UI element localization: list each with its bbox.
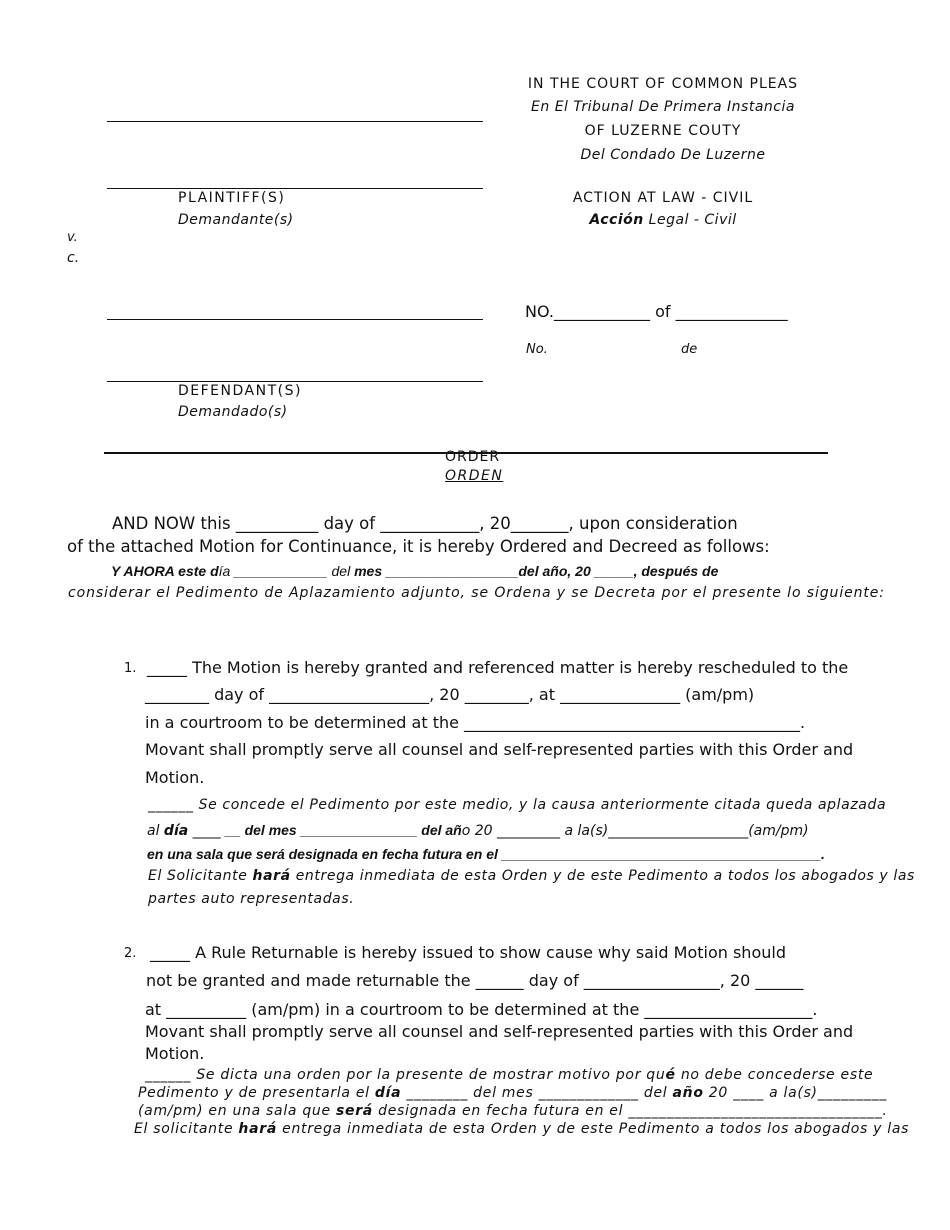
item-1-es-line-2: [147, 822, 809, 839]
item-2-es1-c: no debe concederse este: [675, 1067, 874, 1083]
action-es-bold: Acción: [589, 212, 644, 228]
order-title: ORDER: [445, 449, 501, 465]
plaintiff-label: PLAINTIFF(S): [178, 190, 286, 206]
versus-label: v.: [67, 230, 78, 245]
intro-es-b: ía: [218, 563, 231, 579]
item-2-line-2: not be granted and made returnable the ______ day of _________________, 20 ______: [146, 971, 804, 990]
action-type: ACTION AT LAW - CIVIL: [572, 190, 754, 206]
court-name: IN THE COURT OF COMMON PLEAS: [527, 76, 799, 92]
item-2-es-line-1: [145, 1067, 873, 1083]
item-2-es2-e: 20 ____ a la(s)_________: [703, 1085, 888, 1101]
item-2-line-5: Motion.: [145, 1044, 205, 1063]
versus-label-es: c.: [67, 250, 80, 266]
plaintiff-label-es: Demandante(s): [178, 212, 294, 228]
item-1-line-5: Motion.: [145, 768, 205, 787]
intro-es-a: Y AHORA este d: [111, 563, 219, 579]
item-1-es-line-3: en una sala que será designada en fecha futura en el _________________________________________.: [147, 846, 825, 862]
case-number: NO.____________ of ______________: [525, 302, 788, 321]
item-2-line-1: _____ A Rule Returnable is hereby issued to show cause why said Motion should: [150, 943, 786, 962]
item-1-es2-d: __ del mes _______________ del añ: [225, 822, 462, 838]
intro-es-d: mes _________________del año, 20 _____, después de: [354, 563, 719, 579]
item-1-line-4: Movant shall promptly serve all counsel and self-represented parties with this Order and: [145, 740, 854, 759]
defendant-label: DEFENDANT(S): [178, 383, 302, 399]
defendant-line-bottom: [107, 381, 483, 382]
item-2-number: 2.: [124, 946, 137, 961]
item-1-es-line-5: partes auto representadas.: [148, 891, 355, 907]
item-2-es4-c: entrega inmediata de esta Orden y de este Pedimento a todos los abogados y las: [276, 1121, 910, 1137]
item-1-es2-c: ____: [188, 823, 226, 839]
intro-es-line-1: [111, 563, 718, 579]
item-1-es4-a: El Solicitante: [148, 868, 253, 884]
case-number-es-no: No.: [526, 342, 548, 357]
item-1-es4-c: entrega inmediata de esta Orden y de este Pedimento a todos los abogados y las: [290, 868, 915, 884]
intro-es-line-2: considerar el Pedimento de Aplazamiento adjunto, se Ordena y se Decreta por el presente lo siguiente:: [68, 585, 885, 601]
item-1-es2-b: día: [163, 823, 189, 839]
item-2-es1-a: ______ Se dicta una orden por la presente de mostrar motivo por qu: [145, 1067, 666, 1083]
item-1-es2-a: al: [147, 823, 164, 839]
item-2-es4-b: hará: [238, 1121, 277, 1137]
item-1-es2-e: o 20 _________ a la(s)____________________(am/pm): [461, 823, 809, 839]
intro-line-1: AND NOW this __________ day of ____________, 20_______, upon consideration: [112, 514, 738, 533]
item-2-es-line-3: [138, 1103, 888, 1119]
item-2-es2-b: día: [374, 1085, 402, 1101]
item-2-es3-a: (am/pm) en una sala que: [138, 1103, 336, 1119]
item-2-es-line-4: [134, 1121, 909, 1137]
item-2-es2-d: año: [672, 1085, 704, 1101]
item-2-line-4: Movant shall promptly serve all counsel and self-represented parties with this Order and: [145, 1022, 854, 1041]
item-1-line-1: _____ The Motion is hereby granted and referenced matter is hereby rescheduled to the: [147, 658, 849, 677]
item-2-es3-b: será: [335, 1103, 373, 1119]
order-title-es: ORDEN: [445, 468, 504, 484]
item-1-es-line-1: ______ Se concede el Pedimento por este medio, y la causa anteriormente citada queda aplazada: [148, 797, 887, 813]
action-type-es: [498, 212, 828, 228]
item-2-es-line-2: [138, 1085, 887, 1101]
defendant-line-top: [107, 319, 483, 320]
plaintiff-line-bottom: [107, 188, 483, 189]
item-2-es2-c: ________ del mes _____________ del: [401, 1085, 673, 1101]
action-es-rest: Legal - Civil: [643, 212, 737, 228]
county-name-es: Del Condado De Luzerne: [580, 147, 766, 163]
item-2-es1-b: é: [665, 1067, 676, 1083]
intro-es-c: ____________ del: [230, 563, 355, 579]
court-name-es: En El Tribunal De Primera Instancia: [531, 99, 795, 115]
item-2-es3-c: designada en fecha futura en el _________________________________.: [372, 1103, 888, 1119]
item-1-line-3: in a courtroom to be determined at the __________________________________________.: [145, 713, 806, 732]
item-2-es2-a: Pedimento y de presentarla el: [138, 1085, 375, 1101]
county-name: OF LUZERNE COUTY: [584, 123, 742, 139]
item-2-line-3: at __________ (am/pm) in a courtroom to be determined at the _____________________.: [145, 1000, 818, 1019]
item-2-es4-a: El solicitante: [134, 1121, 239, 1137]
item-1-line-2: ________ day of ____________________, 20 ________, at _______________ (am/pm): [145, 685, 755, 704]
case-number-es-de: de: [681, 342, 698, 357]
item-1-es-line-4: [148, 868, 915, 884]
plaintiff-line-top: [107, 121, 483, 122]
defendant-label-es: Demandado(s): [178, 404, 288, 420]
item-1-es4-b: hará: [252, 868, 291, 884]
intro-line-2: of the attached Motion for Continuance, it is hereby Ordered and Decreed as follows:: [67, 537, 770, 556]
item-1-number: 1.: [124, 661, 137, 676]
